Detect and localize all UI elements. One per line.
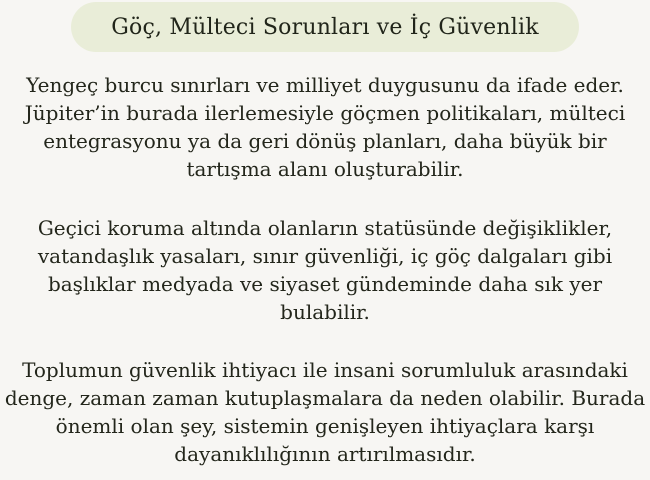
paragraph-line: tartışma alanı oluşturabilir. <box>186 157 464 181</box>
title-badge <box>71 2 579 52</box>
paragraph-1 <box>0 71 650 183</box>
paragraph-line: önemli olan şey, sistemin genişleyen ihtiyaçlara karşı <box>55 414 595 438</box>
paragraph-line: vatandaşlık yasaları, sınır güvenliği, iç göç dalgaları gibi <box>37 244 613 268</box>
paragraph-line: başlıklar medyada ve siyaset gündeminde daha sık yer <box>47 272 603 296</box>
paragraph-line: Yengeç burcu sınırları ve milliyet duygusunu da ifade eder. <box>26 73 624 97</box>
paragraph-3 <box>0 356 650 468</box>
paragraph-line: Toplumun güvenlik ihtiyacı ile insani sorumluluk arasındaki <box>22 358 628 382</box>
paragraph-line: Geçici koruma altında olanların statüsünde değişiklikler, <box>37 216 613 240</box>
paragraph-line: Jüpiter’in burada ilerlemesiyle göçmen politikaları, mülteci <box>24 101 626 125</box>
page-title: Göç, Mülteci Sorunları ve İç Güvenlik <box>111 14 539 40</box>
paragraph-line: dayanıklılığının artırılmasıdır. <box>174 442 476 466</box>
paragraph-line: entegrasyonu ya da geri dönüş planları, daha büyük bir <box>43 129 607 153</box>
paragraph-2 <box>0 214 650 326</box>
paragraph-line: denge, zaman zaman kutuplaşmalara da neden olabilir. Burada <box>4 386 646 410</box>
paragraph-line: bulabilir. <box>280 300 370 324</box>
